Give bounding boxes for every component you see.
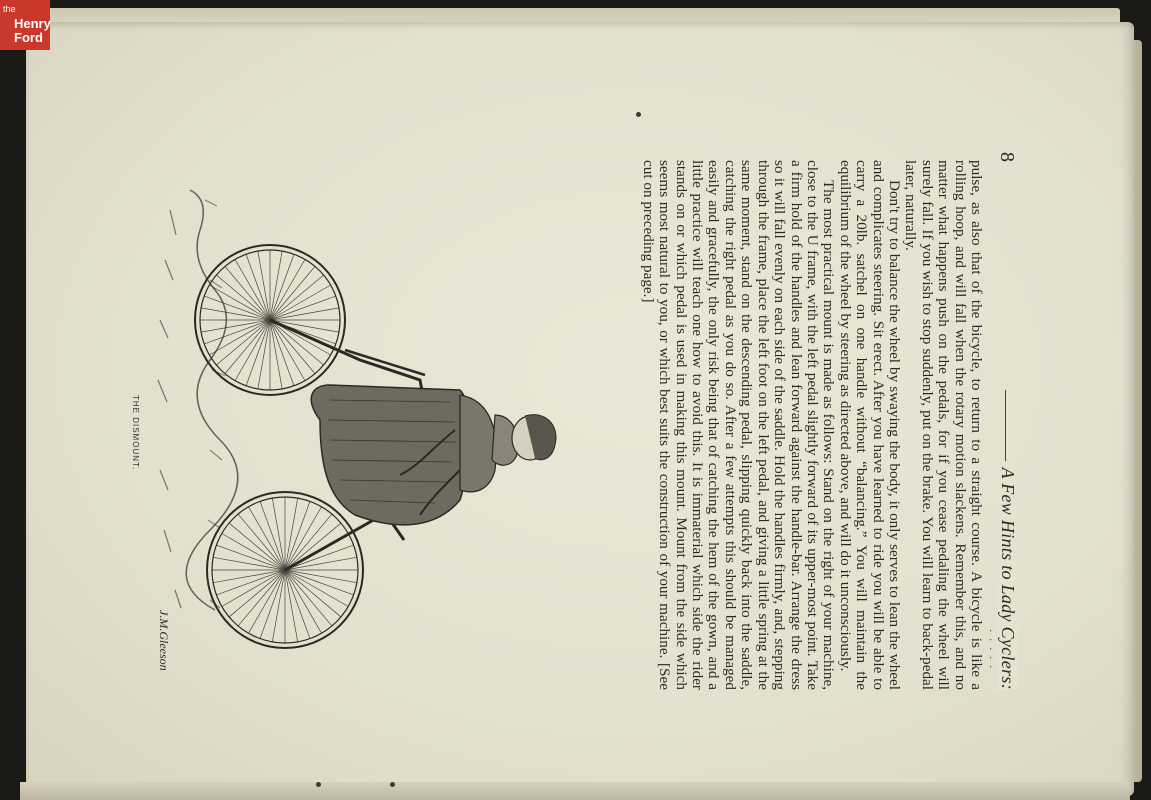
artist-signature [157, 610, 171, 671]
henry-ford-logo [0, 0, 50, 50]
rotated-text-block [639, 152, 1020, 690]
logo-line-2: Henry [14, 16, 51, 31]
page-number: 8 [996, 152, 1018, 162]
paragraph: The most practical mount is made as follows: Stand on the right of your machine, close to the U frame, with the left pedal slightly forward of its upper-most point. Take a firm hold of the handles and lean forward against the handle-bar. Arrange the dress so it will fall evenly on each side of the saddle. Hold the handles firmly, and, stepping through the frame, place the left foot on the left pedal, and giving a little spring at the same moment, stand on the descending pedal, slipping quickly back into the saddle, catching the right pedal as you do so. After a few attempts this should be managed easily and gracefully, the only risk being that of catching the hem of the gown, and a little practice will teach one how to avoid this. It is immaterial which side the rider stands on or which pedal is used in making this mount. Mount from the side which seems most natural to you, or which best suits the construction of your machine. [See cut on preceding page.] [639, 160, 838, 690]
page-speck [316, 782, 321, 787]
logo-line-3: Ford [14, 30, 43, 45]
paragraph: pulse, as also that of the bicycle, to return to a straight course. A bicycle is like a rolling hoop, and will fall when the rotary motion slackens. Remember this, and no matter what happens push on the pedals, for if you cease pedaling the wheel will surely fall. If you wish to stop suddenly, put on the brake. You will learn to back-pedal later, naturally. [902, 160, 985, 690]
running-header [987, 390, 1020, 690]
body-text [639, 160, 984, 690]
page-edge-bottom [20, 782, 1130, 800]
illustration-caption: THE DISMOUNT. [131, 395, 140, 471]
dismount-illustration [130, 170, 670, 690]
lady-figure [311, 385, 556, 525]
paragraph: Don't try to balance the wheel by swaying the body, it only serves to lean the wheel and complicates steering. Sit erect. After you have learned to ride you will be able to carry a 20lb. satchel on one handle without “balancing.” You will maintain the equilibrium of the wheel by steering as directed above, and will do it unconsciously. [836, 160, 903, 690]
logo-line-1: the [3, 4, 16, 14]
header-dots: . . . . . [987, 629, 998, 670]
running-title: A Few Hints to Lady Cyclers: [997, 461, 1018, 690]
page-speck [636, 112, 641, 117]
page-speck [390, 782, 395, 787]
svg-text:J.M.Gleeson: J.M.Gleeson [157, 610, 171, 671]
